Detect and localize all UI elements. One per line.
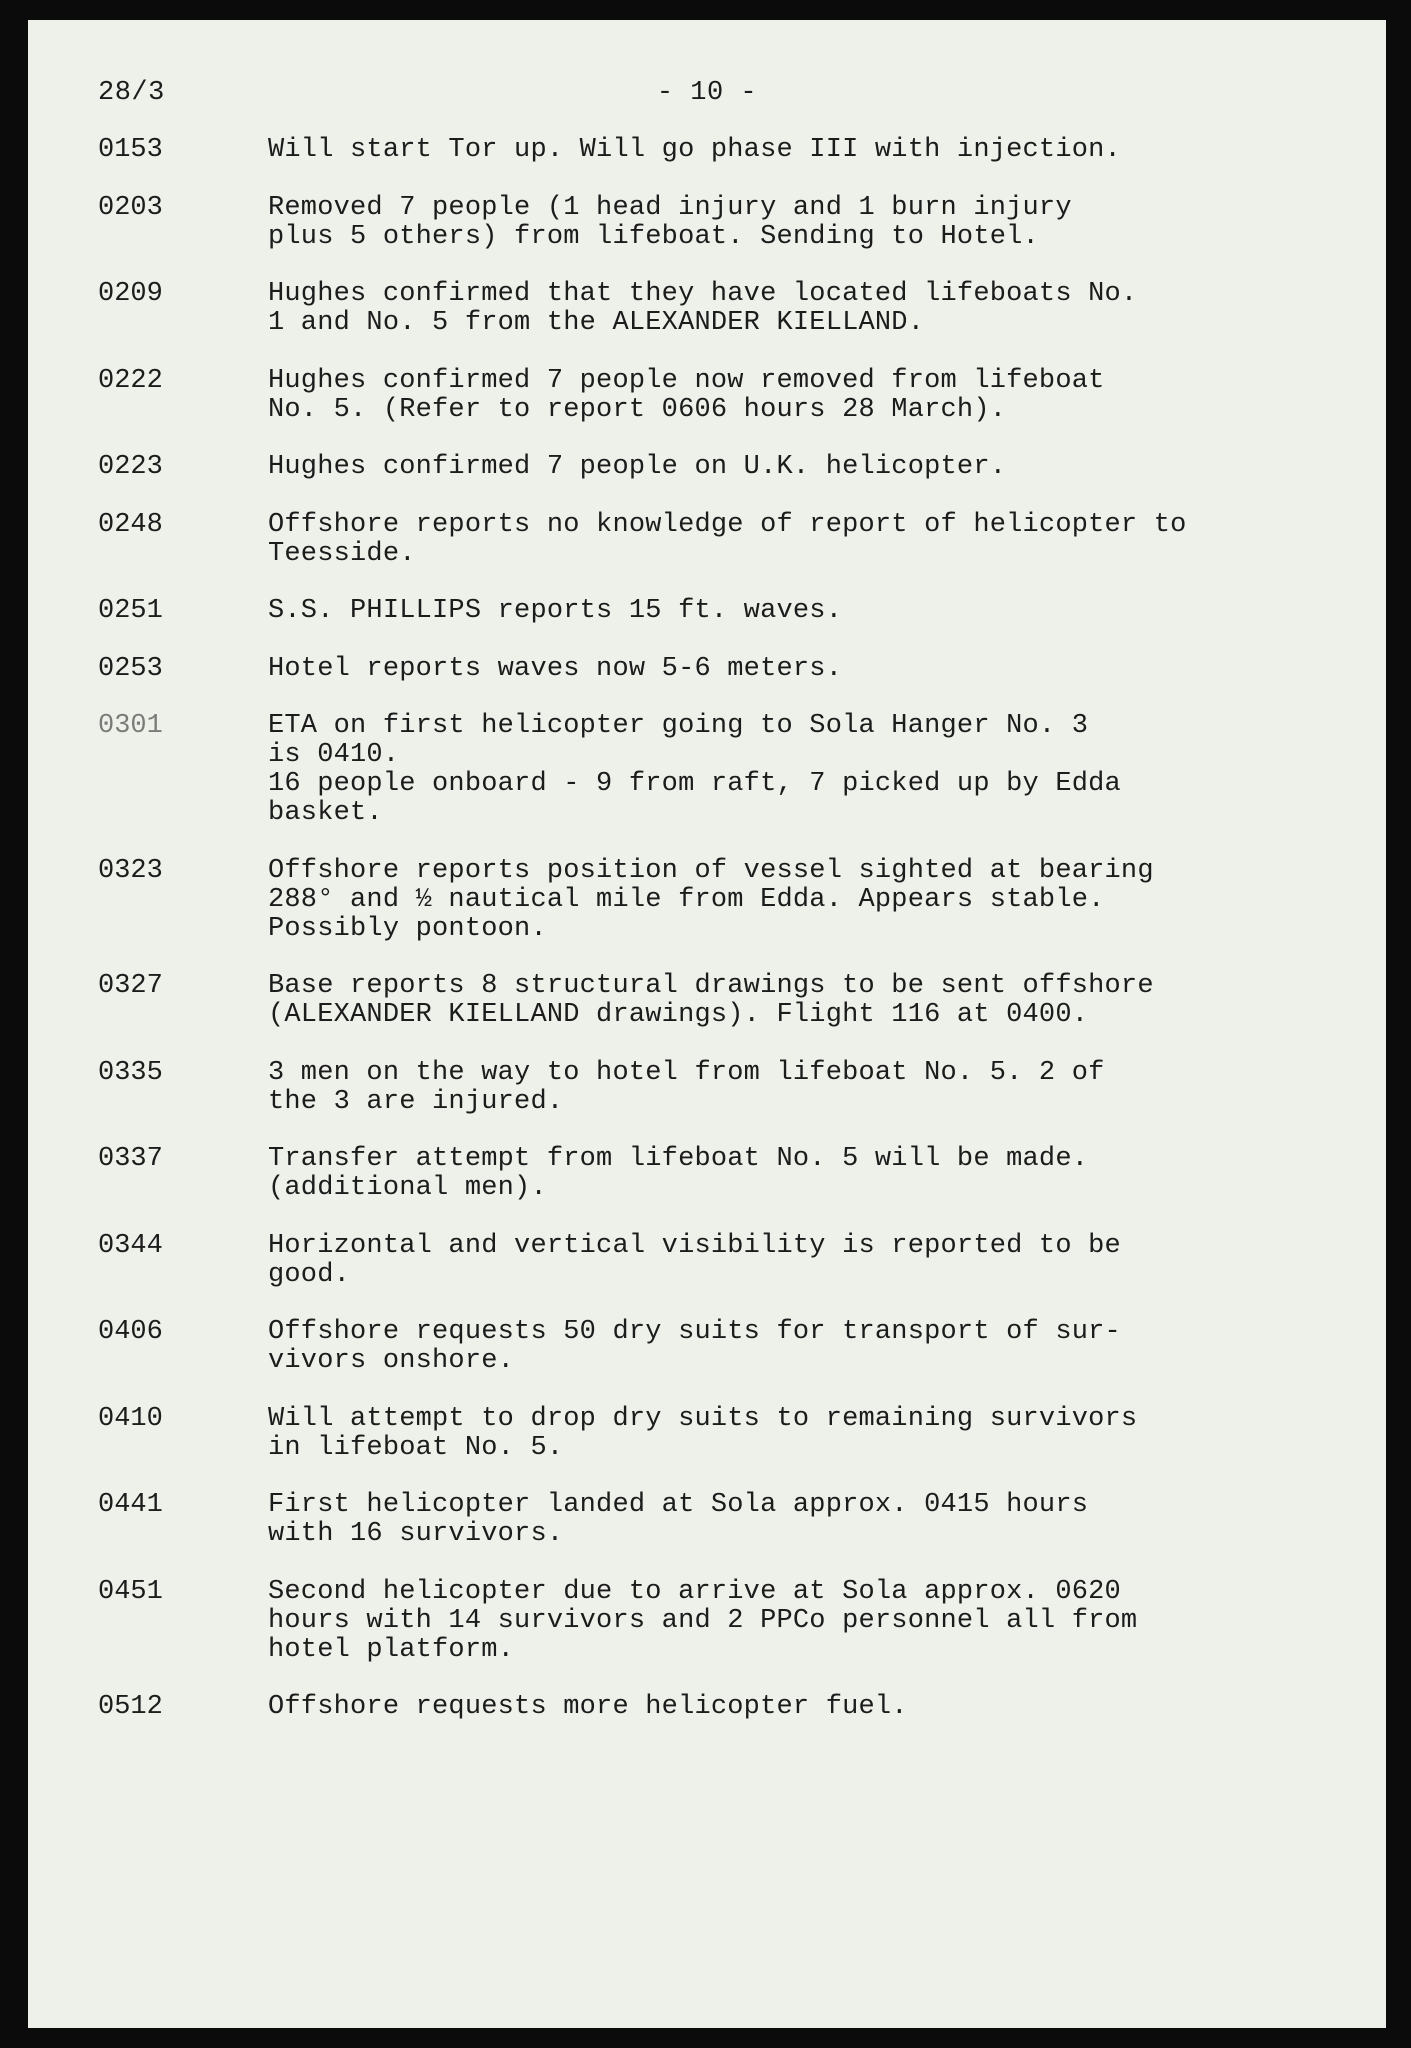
log-text: Horizontal and vertical visibility is reported to be good. bbox=[268, 1230, 1121, 1290]
log-entry bbox=[98, 597, 1348, 626]
log-entry bbox=[98, 1578, 1348, 1665]
log-entry bbox=[98, 972, 1348, 1030]
log-time: 0209 bbox=[98, 279, 163, 309]
log-text: Second helicopter due to arrive at Sola approx. 0620 hours with 14 survivors and 2 PPCo personnel all from hotel platform. bbox=[268, 1576, 1138, 1665]
log-text: S.S. PHILLIPS reports 15 ft. waves. bbox=[268, 596, 843, 626]
log-entry bbox=[98, 1059, 1348, 1117]
log-text: Offshore reports position of vessel sighted at bearing 288° and ½ nautical mile from Edda. Appears stable. Possibly pontoon. bbox=[268, 855, 1154, 944]
log-time: 0410 bbox=[98, 1403, 163, 1434]
log-time: 0323 bbox=[98, 855, 163, 886]
log-text: Offshore requests 50 dry suits for transport of sur- vivors onshore. bbox=[268, 1317, 1121, 1376]
log-text: Will start Tor up. Will go phase III with injection. bbox=[268, 135, 1121, 165]
log-entry bbox=[98, 280, 1348, 338]
log-entry bbox=[98, 1145, 1348, 1203]
log-time: 0406 bbox=[98, 1317, 163, 1347]
log-entry bbox=[98, 655, 1348, 684]
log-entry bbox=[98, 1491, 1348, 1549]
log-entry bbox=[98, 511, 1348, 569]
log-time: 0203 bbox=[98, 192, 163, 223]
log-text: 3 men on the way to hotel from lifeboat No. 5. 2 of the 3 are injured. bbox=[268, 1057, 1105, 1117]
log-text: Hughes confirmed 7 people on U.K. helicopter. bbox=[268, 452, 1007, 482]
header-date: 28/3 bbox=[98, 78, 165, 108]
event-log bbox=[98, 136, 1348, 1751]
log-text: First helicopter landed at Sola approx. 0415 hours with 16 survivors. bbox=[268, 1490, 1089, 1549]
log-entry bbox=[98, 712, 1348, 828]
log-time: 0344 bbox=[98, 1230, 163, 1261]
log-entry bbox=[98, 453, 1348, 482]
log-text: Offshore requests more helicopter fuel. bbox=[268, 1692, 908, 1722]
log-time: 0223 bbox=[98, 452, 163, 482]
log-entry bbox=[98, 1405, 1348, 1463]
log-time: 0253 bbox=[98, 653, 163, 684]
log-time: 0327 bbox=[98, 971, 163, 1001]
log-entry bbox=[98, 857, 1348, 944]
page-number: - 10 - bbox=[656, 78, 758, 108]
log-text: ETA on first helicopter going to Sola Hanger No. 3 is 0410. 16 people onboard - 9 from raft, 7 picked up by Edda basket. bbox=[268, 711, 1121, 828]
log-time: 0222 bbox=[98, 365, 163, 396]
log-text: Transfer attempt from lifeboat No. 5 will be made. (additional men). bbox=[268, 1144, 1089, 1203]
log-entry bbox=[98, 1232, 1348, 1290]
log-entry bbox=[98, 1318, 1348, 1376]
log-time: 0251 bbox=[98, 596, 163, 626]
log-text: Offshore reports no knowledge of report of helicopter to Teesside. bbox=[268, 509, 1187, 569]
log-entry bbox=[98, 194, 1348, 252]
log-time: 0153 bbox=[98, 135, 163, 165]
log-time: 0512 bbox=[98, 1692, 163, 1722]
log-time: 0337 bbox=[98, 1144, 163, 1174]
log-time: 0335 bbox=[98, 1057, 163, 1088]
log-text: Hughes confirmed that they have located lifeboats No. 1 and No. 5 from the ALEXANDER KIELLAND. bbox=[268, 279, 1138, 338]
log-time: 0248 bbox=[98, 509, 163, 540]
log-entry bbox=[98, 1693, 1348, 1722]
log-time: 0451 bbox=[98, 1576, 163, 1607]
log-time: 0441 bbox=[98, 1490, 163, 1520]
log-text: Base reports 8 structural drawings to be sent offshore (ALEXANDER KIELLAND drawings). Flight 116 at 0400. bbox=[268, 971, 1154, 1030]
log-text: Removed 7 people (1 head injury and 1 burn injury plus 5 others) from lifeboat. Sending to Hotel. bbox=[268, 192, 1072, 252]
document-page bbox=[28, 20, 1386, 2028]
log-text: Will attempt to drop dry suits to remaining survivors in lifeboat No. 5. bbox=[268, 1403, 1138, 1463]
log-time: 0301 bbox=[98, 711, 163, 741]
log-text: Hotel reports waves now 5-6 meters. bbox=[268, 653, 843, 684]
log-text: Hughes confirmed 7 people now removed from lifeboat No. 5. (Refer to report 0606 hours 28 March). bbox=[268, 365, 1105, 425]
log-entry bbox=[98, 367, 1348, 425]
log-entry bbox=[98, 136, 1348, 165]
